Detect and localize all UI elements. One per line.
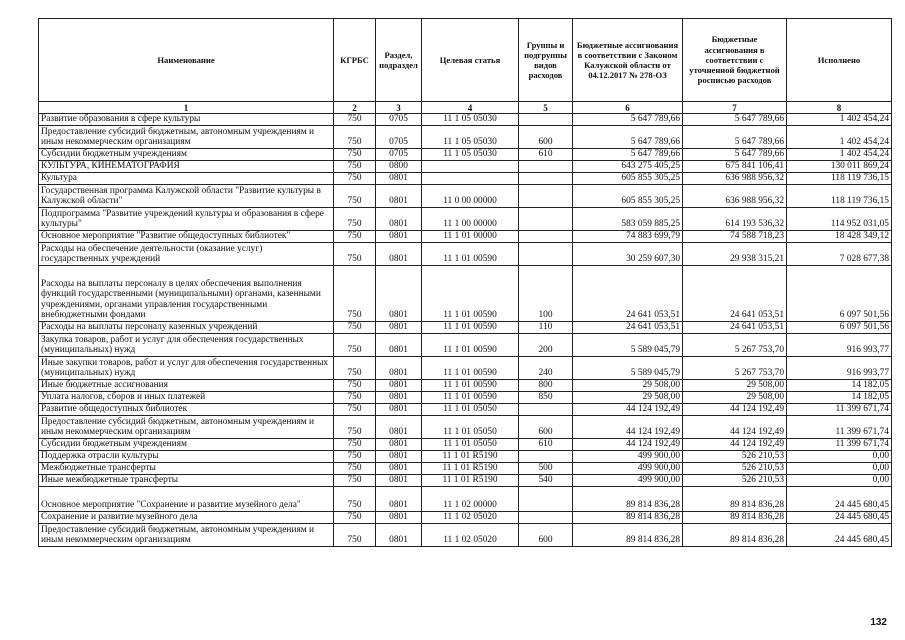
row-refined-amount: 24 641 053,51 [683, 322, 787, 334]
row-group: 610 [519, 439, 573, 451]
table-body [39, 114, 892, 547]
row-target: 11 1 05 05030 [422, 149, 519, 161]
page-number: 132 [870, 617, 887, 628]
row-target: 11 1 01 00590 [422, 322, 519, 334]
header-row [39, 19, 892, 102]
row-ktgbs: 750 [334, 185, 376, 208]
row-law-amount: 583 059 885,25 [573, 208, 683, 231]
row-law-amount: 499 900,00 [573, 475, 683, 487]
row-group [519, 114, 573, 126]
table-row [39, 161, 892, 173]
row-executed-amount: 24 445 680,45 [787, 512, 892, 524]
row-group: 200 [519, 334, 573, 357]
row-executed-amount: 6 097 501,56 [787, 322, 892, 334]
row-section: 0705 [376, 149, 422, 161]
row-law-amount: 643 275 405,25 [573, 161, 683, 173]
row-target: 11 1 01 R5190 [422, 475, 519, 487]
row-executed-amount: 11 399 671,74 [787, 404, 892, 416]
row-ktgbs: 750 [334, 334, 376, 357]
row-target: 11 1 05 05030 [422, 114, 519, 126]
row-section: 0801 [376, 475, 422, 487]
row-target: 11 1 02 00000 [422, 487, 519, 512]
row-section: 0801 [376, 463, 422, 475]
row-refined-amount: 614 193 536,32 [683, 208, 787, 231]
row-target [422, 161, 519, 173]
row-name: Основное мероприятие "Сохранение и развитие музейного дела" [39, 487, 334, 512]
table-row [39, 392, 892, 404]
row-name: Государственная программа Калужской области "Развитие культуры в Калужской области" [39, 185, 334, 208]
row-executed-amount: 916 993,77 [787, 357, 892, 380]
row-name: Иные бюджетные ассигнования [39, 380, 334, 392]
row-executed-amount: 6 097 501,56 [787, 266, 892, 322]
row-name: Предоставление субсидий бюджетным, автономным учреждениям и иным некоммерческим организациям [39, 126, 334, 149]
header-law: Бюджетные ассигнования в соответствии с Законом Калужской области от 04.12.2017 № 278-ОЗ [573, 19, 683, 102]
row-group: 540 [519, 475, 573, 487]
row-executed-amount: 11 399 671,74 [787, 439, 892, 451]
row-ktgbs: 750 [334, 266, 376, 322]
index-cell: 1 [39, 102, 334, 114]
row-refined-amount: 5 267 753,70 [683, 334, 787, 357]
row-name: Расходы на выплаты персоналу в целях обеспечения выполнения функций государственными (муниципальными) органами, казенными учреждениями, органами управления государственными внебюджетными фондами [39, 266, 334, 322]
header-name: Наименование [39, 19, 334, 102]
row-target: 11 1 01 00000 [422, 231, 519, 243]
row-ktgbs: 750 [334, 380, 376, 392]
row-section: 0801 [376, 322, 422, 334]
row-refined-amount: 29 508,00 [683, 392, 787, 404]
index-cell: 3 [376, 102, 422, 114]
row-law-amount: 5 647 789,66 [573, 114, 683, 126]
row-target: 11 1 02 05020 [422, 512, 519, 524]
row-law-amount: 44 124 192,49 [573, 404, 683, 416]
row-name: Субсидии бюджетным учреждениям [39, 439, 334, 451]
table-row [39, 173, 892, 185]
row-ktgbs: 750 [334, 439, 376, 451]
row-group: 800 [519, 380, 573, 392]
row-section: 0801 [376, 173, 422, 185]
row-refined-amount: 5 647 789,66 [683, 114, 787, 126]
index-row [39, 102, 892, 114]
row-section: 0801 [376, 334, 422, 357]
row-group: 850 [519, 392, 573, 404]
row-target: 11 1 01 00590 [422, 243, 519, 266]
row-refined-amount: 526 210,53 [683, 463, 787, 475]
row-ktgbs: 750 [334, 392, 376, 404]
table-row [39, 439, 892, 451]
row-executed-amount: 1 402 454,24 [787, 114, 892, 126]
row-law-amount: 499 900,00 [573, 463, 683, 475]
row-section: 0801 [376, 404, 422, 416]
row-executed-amount: 0,00 [787, 463, 892, 475]
row-executed-amount: 18 428 349,12 [787, 231, 892, 243]
row-ktgbs: 750 [334, 322, 376, 334]
table-row [39, 451, 892, 463]
row-name: Предоставление субсидий бюджетным, автономным учреждениям и иным некоммерческим организациям [39, 416, 334, 439]
row-law-amount: 44 124 192,49 [573, 416, 683, 439]
row-law-amount: 24 641 053,51 [573, 322, 683, 334]
row-ktgbs: 750 [334, 114, 376, 126]
table-row [39, 512, 892, 524]
header-executed: Исполнено [787, 19, 892, 102]
row-section: 0801 [376, 524, 422, 547]
row-refined-amount: 44 124 192,49 [683, 404, 787, 416]
row-group [519, 512, 573, 524]
row-ktgbs: 750 [334, 208, 376, 231]
row-law-amount: 5 647 789,66 [573, 149, 683, 161]
table-row [39, 334, 892, 357]
table-row [39, 185, 892, 208]
budget-table [38, 18, 892, 547]
row-executed-amount: 11 399 671,74 [787, 416, 892, 439]
table-row [39, 475, 892, 487]
row-law-amount: 605 855 305,25 [573, 173, 683, 185]
row-group: 610 [519, 149, 573, 161]
row-group: 100 [519, 266, 573, 322]
row-refined-amount: 5 647 789,66 [683, 126, 787, 149]
index-cell: 8 [787, 102, 892, 114]
row-law-amount: 89 814 836,28 [573, 524, 683, 547]
row-target: 11 1 01 00590 [422, 334, 519, 357]
row-name: Развитие образования в сфере культуры [39, 114, 334, 126]
table-row [39, 208, 892, 231]
row-refined-amount: 89 814 836,28 [683, 487, 787, 512]
row-ktgbs: 750 [334, 463, 376, 475]
row-executed-amount: 0,00 [787, 451, 892, 463]
row-refined-amount: 29 938 315,21 [683, 243, 787, 266]
row-name: Уплата налогов, сборов и иных платежей [39, 392, 334, 404]
table-row [39, 380, 892, 392]
row-law-amount: 605 855 305,25 [573, 185, 683, 208]
table-row [39, 322, 892, 334]
row-refined-amount: 675 841 106,41 [683, 161, 787, 173]
table-row [39, 416, 892, 439]
row-group: 110 [519, 322, 573, 334]
row-target: 11 0 00 00000 [422, 185, 519, 208]
row-section: 0705 [376, 126, 422, 149]
row-executed-amount: 114 952 031,05 [787, 208, 892, 231]
row-name: Сохранение и развитие музейного дела [39, 512, 334, 524]
row-name: Иные закупки товаров, работ и услуг для обеспечения государственных (муниципальных) нужд [39, 357, 334, 380]
row-name: Предоставление субсидий бюджетным, автономным учреждениям и иным некоммерческим организациям [39, 524, 334, 547]
row-target: 11 1 00 00000 [422, 208, 519, 231]
index-cell: 4 [422, 102, 519, 114]
row-section: 0801 [376, 416, 422, 439]
row-refined-amount: 636 988 956,32 [683, 173, 787, 185]
row-section: 0801 [376, 208, 422, 231]
row-executed-amount: 1 402 454,24 [787, 126, 892, 149]
row-name: Расходы на обеспечение деятельности (оказание услуг) государственных учреждений [39, 243, 334, 266]
row-section: 0801 [376, 392, 422, 404]
row-ktgbs: 750 [334, 231, 376, 243]
row-law-amount: 44 124 192,49 [573, 439, 683, 451]
row-group [519, 243, 573, 266]
table-row [39, 231, 892, 243]
row-refined-amount: 526 210,53 [683, 451, 787, 463]
row-group [519, 404, 573, 416]
row-ktgbs: 750 [334, 149, 376, 161]
row-refined-amount: 636 988 956,32 [683, 185, 787, 208]
row-group [519, 451, 573, 463]
row-group [519, 185, 573, 208]
row-executed-amount: 14 182,05 [787, 392, 892, 404]
row-executed-amount: 14 182,05 [787, 380, 892, 392]
row-law-amount: 5 589 045,79 [573, 357, 683, 380]
row-ktgbs: 750 [334, 524, 376, 547]
row-ktgbs: 750 [334, 243, 376, 266]
row-section: 0801 [376, 439, 422, 451]
row-name: Культура [39, 173, 334, 185]
row-law-amount: 5 647 789,66 [573, 126, 683, 149]
row-section: 0801 [376, 451, 422, 463]
row-ktgbs: 750 [334, 512, 376, 524]
row-ktgbs: 750 [334, 416, 376, 439]
row-law-amount: 30 259 607,30 [573, 243, 683, 266]
row-name: Расходы на выплаты персоналу казенных учреждений [39, 322, 334, 334]
row-name: Межбюджетные трансферты [39, 463, 334, 475]
header-refined: Бюджетные ассигнования в соответствии с уточненной бюджетной росписью расходов [683, 19, 787, 102]
row-target: 11 1 05 05030 [422, 126, 519, 149]
row-target: 11 1 01 00590 [422, 392, 519, 404]
index-cell: 6 [573, 102, 683, 114]
row-section: 0800 [376, 161, 422, 173]
row-refined-amount: 44 124 192,49 [683, 416, 787, 439]
row-refined-amount: 89 814 836,28 [683, 512, 787, 524]
header-ktgbs: КГРБС [334, 19, 376, 102]
row-law-amount: 29 508,00 [573, 380, 683, 392]
row-target [422, 173, 519, 185]
table-row [39, 463, 892, 475]
row-section: 0801 [376, 380, 422, 392]
row-target: 11 1 02 05020 [422, 524, 519, 547]
row-group: 600 [519, 126, 573, 149]
header-groups: Группы и подгруппы видов расходов [519, 19, 573, 102]
row-target: 11 1 01 00590 [422, 266, 519, 322]
table-row [39, 114, 892, 126]
row-refined-amount: 5 267 753,70 [683, 357, 787, 380]
row-name: Основное мероприятие "Развитие общедоступных библиотек" [39, 231, 334, 243]
row-executed-amount: 1 402 454,24 [787, 149, 892, 161]
row-section: 0801 [376, 357, 422, 380]
row-name: Поддержка отрасли культуры [39, 451, 334, 463]
row-law-amount: 24 641 053,51 [573, 266, 683, 322]
row-target: 11 1 01 05050 [422, 439, 519, 451]
row-law-amount: 89 814 836,28 [573, 512, 683, 524]
row-law-amount: 499 900,00 [573, 451, 683, 463]
row-group [519, 161, 573, 173]
row-law-amount: 29 508,00 [573, 392, 683, 404]
row-target: 11 1 01 R5190 [422, 463, 519, 475]
row-name: Подпрограмма "Развитие учреждений культуры и образования в сфере культуры" [39, 208, 334, 231]
table-row [39, 404, 892, 416]
row-group: 600 [519, 524, 573, 547]
row-ktgbs: 750 [334, 357, 376, 380]
row-section: 0801 [376, 231, 422, 243]
index-cell: 5 [519, 102, 573, 114]
row-executed-amount: 118 119 736,15 [787, 173, 892, 185]
row-group [519, 231, 573, 243]
row-name: Закупка товаров, работ и услуг для обеспечения государственных (муниципальных) нужд [39, 334, 334, 357]
row-section: 0705 [376, 114, 422, 126]
row-refined-amount: 44 124 192,49 [683, 439, 787, 451]
row-group [519, 487, 573, 512]
table-row [39, 524, 892, 547]
row-refined-amount: 29 508,00 [683, 380, 787, 392]
table-row [39, 357, 892, 380]
row-ktgbs: 750 [334, 404, 376, 416]
row-section: 0801 [376, 266, 422, 322]
row-name: Развитие общедоступных библиотек [39, 404, 334, 416]
row-refined-amount: 74 588 718,23 [683, 231, 787, 243]
row-refined-amount: 89 814 836,28 [683, 524, 787, 547]
row-law-amount: 5 589 045,79 [573, 334, 683, 357]
row-section: 0801 [376, 243, 422, 266]
row-section: 0801 [376, 512, 422, 524]
row-refined-amount: 526 210,53 [683, 475, 787, 487]
row-name: Субсидии бюджетным учреждениям [39, 149, 334, 161]
row-group: 600 [519, 416, 573, 439]
header-section: Раздел, подраздел [376, 19, 422, 102]
row-executed-amount: 7 028 677,38 [787, 243, 892, 266]
row-target: 11 1 01 05050 [422, 416, 519, 439]
row-refined-amount: 5 647 789,66 [683, 149, 787, 161]
row-group [519, 208, 573, 231]
row-target: 11 1 01 05050 [422, 404, 519, 416]
row-name: Иные межбюджетные трансферты [39, 475, 334, 487]
row-target: 11 1 01 00590 [422, 357, 519, 380]
row-ktgbs: 750 [334, 475, 376, 487]
row-ktgbs: 750 [334, 487, 376, 512]
table-row [39, 126, 892, 149]
row-executed-amount: 118 119 736,15 [787, 185, 892, 208]
header-target: Целевая статья [422, 19, 519, 102]
table-row [39, 243, 892, 266]
index-cell: 7 [683, 102, 787, 114]
row-executed-amount: 130 011 869,24 [787, 161, 892, 173]
index-cell: 2 [334, 102, 376, 114]
row-refined-amount: 24 641 053,51 [683, 266, 787, 322]
row-target: 11 1 01 00590 [422, 380, 519, 392]
table-row [39, 266, 892, 322]
table-row [39, 487, 892, 512]
row-executed-amount: 24 445 680,45 [787, 487, 892, 512]
row-ktgbs: 750 [334, 161, 376, 173]
row-group: 500 [519, 463, 573, 475]
row-law-amount: 89 814 836,28 [573, 487, 683, 512]
row-group: 240 [519, 357, 573, 380]
row-executed-amount: 0,00 [787, 475, 892, 487]
row-law-amount: 74 883 699,79 [573, 231, 683, 243]
row-name: КУЛЬТУРА, КИНЕМАТОГРАФИЯ [39, 161, 334, 173]
row-executed-amount: 916 993,77 [787, 334, 892, 357]
row-executed-amount: 24 445 680,45 [787, 524, 892, 547]
row-target: 11 1 01 R5190 [422, 451, 519, 463]
row-ktgbs: 750 [334, 173, 376, 185]
row-section: 0801 [376, 487, 422, 512]
row-ktgbs: 750 [334, 451, 376, 463]
row-group [519, 173, 573, 185]
row-section: 0801 [376, 185, 422, 208]
row-ktgbs: 750 [334, 126, 376, 149]
table-row [39, 149, 892, 161]
